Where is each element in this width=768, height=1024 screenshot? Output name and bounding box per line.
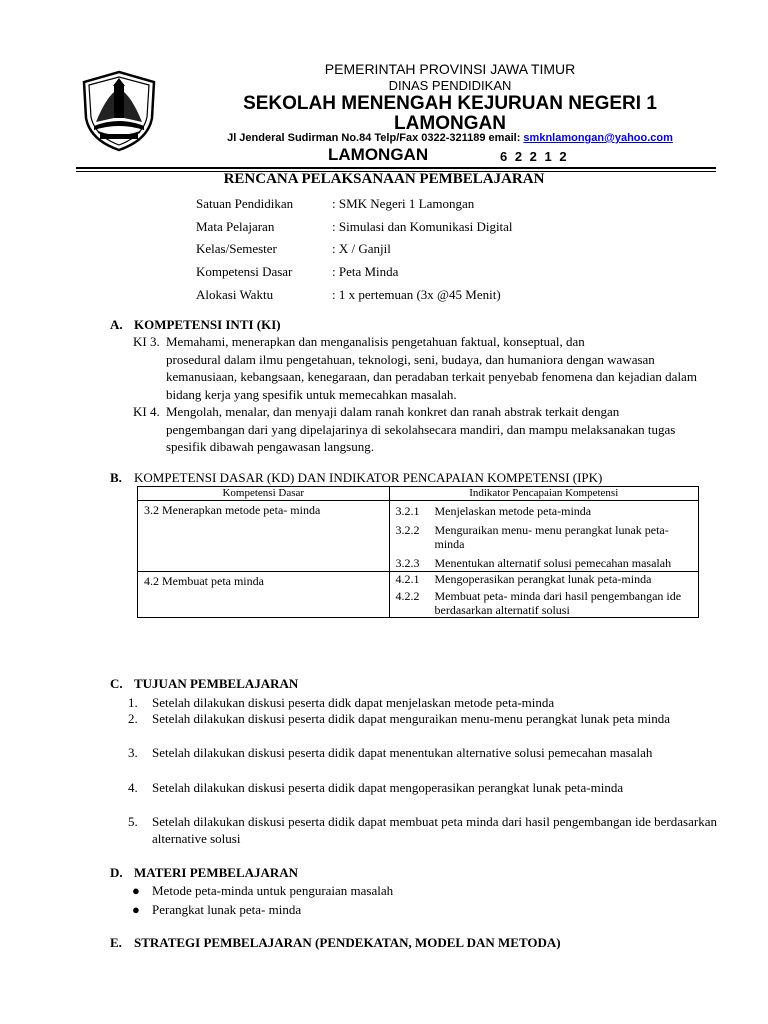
identity-value: : SMK Negeri 1 Lamongan	[332, 196, 475, 211]
ki-item	[133, 403, 713, 456]
address-text: Jl Jenderal Sudirman No.84 Telp/Fax 0322-321189 email:	[227, 132, 524, 144]
material-item	[132, 882, 692, 899]
email-link[interactable]: smknlamongan@yahoo.com	[523, 132, 673, 144]
identity-label: Satuan Pendidikan	[196, 196, 294, 211]
letterhead-rule-thick	[76, 167, 716, 169]
ipk-number: 3.2.2	[395, 523, 420, 537]
school-name: SEKOLAH MENENGAH KEJURUAN NEGERI 1	[243, 93, 657, 114]
ipk-number: 4.2.2	[395, 589, 420, 603]
ipk-text: Mengoperasikan perangkat lunak peta-minda	[434, 572, 652, 586]
ipk-cell	[389, 572, 699, 618]
objective-text: Setelah dilakukan diskusi peserta didik dapat mengoperasikan perangkat lunak peta-minda	[152, 780, 624, 795]
objective-number: 2.	[128, 711, 138, 726]
identity-label: Alokasi Waktu	[196, 287, 274, 302]
identity-value: : Peta Minda	[332, 264, 399, 279]
ki-rest: pengembangan dari yang dipelajarinya di sekolahsecara mandiri, dan mampu melaksanakan tugas spesifik dibawah pengawasan langsung.	[166, 421, 676, 454]
objective-text: Setelah dilakukan diskusi peserta didik dapat membuat peta minda dari hasil pengembangan ide berdasarkan alternative solusi	[152, 814, 717, 846]
section-title: TUJUAN PEMBELAJARAN	[134, 676, 299, 691]
kd-cell: 3.2 Menerapkan metode peta- minda	[138, 501, 390, 572]
objective-text: Setelah dilakukan diskusi peserta didik dapat menentukan alternative solusi pemecahan masalah	[152, 745, 653, 760]
section-d-heading	[110, 865, 298, 881]
city-line: LAMONGAN	[328, 145, 429, 164]
postal-code: 6 2 2 1 2	[500, 149, 569, 164]
ki-first-line: Mengolah, menalar, dan menyaji dalam ranah konkret dan ranah abstrak terkait dengan	[166, 404, 620, 419]
ki-first-line: Memahami, menerapkan dan menganalisis pengetahuan faktual, konseptual, dan	[166, 334, 585, 349]
identity-label: Kompetensi Dasar	[196, 264, 293, 279]
ipk-item	[390, 572, 699, 586]
school-address	[160, 132, 740, 144]
section-letter: B.	[110, 470, 122, 485]
table-row	[138, 501, 699, 572]
table-row	[138, 572, 699, 618]
ipk-item	[390, 589, 699, 617]
ipk-text: Menguraikan menu- menu perangkat lunak peta-minda	[434, 523, 669, 551]
provincial-emblem-logo	[80, 70, 158, 152]
kd-ipk-table	[137, 486, 699, 618]
material-text: Metode peta-minda untuk penguraian masalah	[152, 883, 394, 898]
section-title: KOMPETENSI INTI (KI)	[134, 317, 281, 332]
objective-item	[128, 710, 718, 727]
government-name: PEMERINTAH PROVINSI JAWA TIMUR	[324, 61, 576, 77]
material-text: Perangkat lunak peta- minda	[152, 902, 302, 917]
ipk-number: 3.2.1	[395, 504, 420, 518]
objective-number: 4.	[128, 780, 138, 795]
kd-cell: 4.2 Membuat peta minda	[138, 572, 390, 618]
section-a-heading	[110, 317, 281, 333]
section-title: KOMPETENSI DASAR (KD) DAN INDIKATOR PENCAPAIAN KOMPETENSI (IPK)	[134, 470, 603, 485]
ki-item	[133, 333, 713, 403]
document-title: RENCANA PELAKSANAAN PEMBELAJARAN	[223, 171, 545, 187]
objective-text: Setelah dilakukan diskusi peserta didik dapat menguraikan menu-menu perangkat lunak peta minda	[152, 711, 671, 726]
school-city: LAMONGAN	[394, 113, 506, 134]
identity-label: Mata Pelajaran	[196, 219, 275, 234]
section-c-heading	[110, 676, 298, 692]
section-letter: E.	[110, 935, 122, 950]
section-e-heading	[110, 935, 561, 951]
objective-number: 5.	[128, 814, 138, 829]
objective-item	[128, 694, 718, 711]
ipk-text: Menentukan alternatif solusi pemecahan masalah	[434, 556, 672, 570]
material-item	[132, 901, 692, 918]
ipk-text: Menjelaskan metode peta-minda	[434, 504, 592, 518]
section-letter: A.	[110, 317, 123, 332]
ipk-number: 3.2.3	[395, 556, 420, 570]
ipk-text: Membuat peta- minda dari hasil pengembangan ide berdasarkan alternatif solusi	[434, 589, 682, 617]
section-letter: D.	[110, 865, 123, 880]
ki-number: KI 3.	[133, 334, 160, 349]
objective-number: 3.	[128, 745, 138, 760]
ipk-number: 4.2.1	[395, 572, 420, 586]
section-title: STRATEGI PEMBELAJARAN (PENDEKATAN, MODEL DAN METODA)	[134, 935, 561, 950]
identity-value: : X / Ganjil	[332, 241, 391, 256]
section-letter: C.	[110, 676, 123, 691]
section-b-heading	[110, 470, 602, 486]
column-header-ipk: Indikator Pencapaian Kompetensi	[389, 487, 699, 501]
department-name: DINAS PENDIDIKAN	[388, 78, 512, 93]
objective-item	[128, 744, 718, 761]
bullet-icon: ●	[132, 883, 140, 898]
objective-item	[128, 813, 718, 847]
bullet-icon: ●	[132, 902, 140, 917]
ki-number: KI 4.	[133, 404, 160, 419]
objective-text: Setelah dilakukan diskusi peserta didk dapat menjelaskan metode peta-minda	[152, 695, 555, 710]
ki-rest: prosedural dalam ilmu pengetahuan, teknologi, seni, budaya, dan humaniora dengan wawasan kemanusiaan, kebangsaan, kenegaraan, dan peradaban terkait penyebab fenomena dan kejadian dalam bidang kerja yang spesifik untuk memecahkan masalah.	[166, 351, 697, 402]
ipk-item	[390, 523, 699, 551]
ipk-cell	[389, 501, 699, 572]
table-header-row	[138, 487, 699, 501]
column-header-kd: Kompetensi Dasar	[138, 487, 390, 501]
identity-value: : Simulasi dan Komunikasi Digital	[332, 219, 513, 234]
identity-label: Kelas/Semester	[196, 241, 277, 256]
identity-value: : 1 x pertemuan (3x @45 Menit)	[332, 287, 501, 302]
objective-number: 1.	[128, 695, 138, 710]
section-title: MATERI PEMBELAJARAN	[134, 865, 299, 880]
objective-item	[128, 779, 718, 796]
ipk-item	[390, 504, 699, 518]
ipk-item	[390, 556, 699, 570]
